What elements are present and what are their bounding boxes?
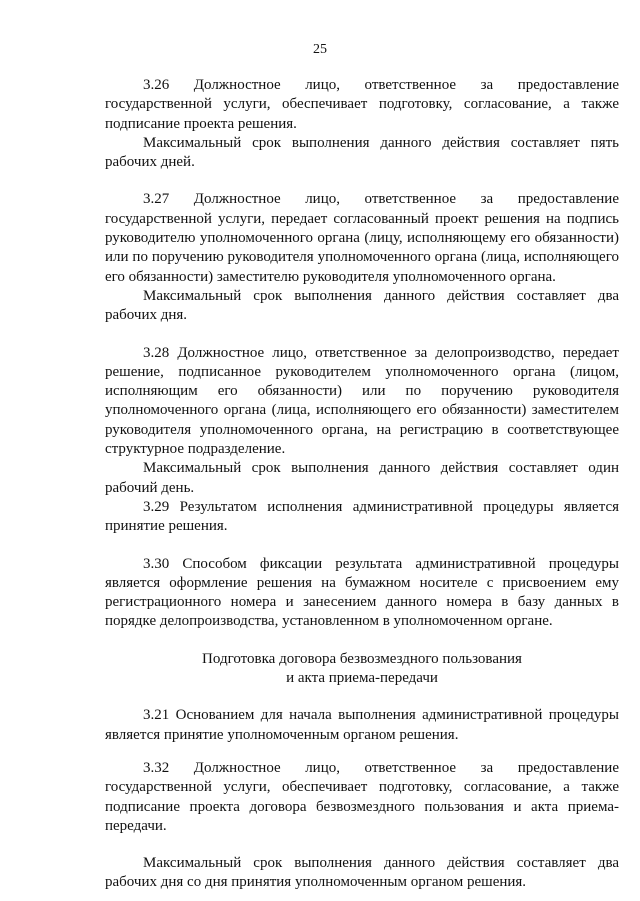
- paragraph-3-21: 3.21 Основанием для начала выполнения административной процедуры является принятие уполномоченным органом решения.: [105, 707, 619, 743]
- section-heading: [105, 650, 619, 689]
- section-heading-line-2: и акта приема-передачи: [286, 670, 438, 687]
- paragraph-3-27-term: Максимальный срок выполнения данного действия составляет два рабочих дня.: [105, 287, 619, 324]
- document-body: [105, 76, 619, 893]
- paragraph-3-32-term: Максимальный срок выполнения данного действия составляет два рабочих дня со дня принятия уполномоченным органом решения.: [105, 855, 619, 891]
- paragraph-3-26-term: Максимальный срок выполнения данного действия составляет пять рабочих дней.: [105, 134, 619, 171]
- section-heading-line-1: Подготовка договора безвозмездного пользования: [202, 650, 522, 667]
- page-number: 25: [313, 42, 327, 57]
- paragraph-3-29: 3.29 Результатом исполнения административной процедуры является принятие решения.: [105, 498, 619, 535]
- paragraph-3-32: 3.32 Должностное лицо, ответственное за предоставление государственной услуги, обеспечивает подготовку, согласование, а также подписание проекта договора безвозмездного пользования и акта приема-передачи.: [105, 759, 619, 834]
- paragraph-3-28-term: Максимальный срок выполнения данного действия составляет один рабочий день.: [105, 460, 619, 496]
- paragraph-3-27: 3.27 Должностное лицо, ответственное за предоставление государственной услуги, передает согласованный проект решения на подпись руководителю уполномоченного органа (лицу, исполняющему его обязанности) или по поручению руководителя уполномоченного органа (лица, исполняющего его обязанности) заместителю руководителя уполномоченного органа.: [105, 191, 619, 285]
- paragraph-3-30: 3.30 Способом фиксации результата административной процедуры является оформление решения на бумажном носителе с присвоением ему регистрационного номера и занесением данного номера в базу данных в порядке делопроизводства, установленном в уполномоченном органе.: [105, 555, 619, 630]
- paragraph-3-26: 3.26 Должностное лицо, ответственное за предоставление государственной услуги, обеспечивает подготовку, согласование, а также подписание проекта решения.: [105, 77, 619, 132]
- paragraph-3-28: 3.28 Должностное лицо, ответственное за делопроизводство, передает решение, подписанное руководителем уполномоченного органа (лицом, исполняющим его обязанности) или по поручению руководителя уполномоченного органа (лица, исполняющего его обязанности) заместителем руководителя уполномоченного органа, на регистрацию в соответствующее структурное подразделение.: [105, 344, 619, 458]
